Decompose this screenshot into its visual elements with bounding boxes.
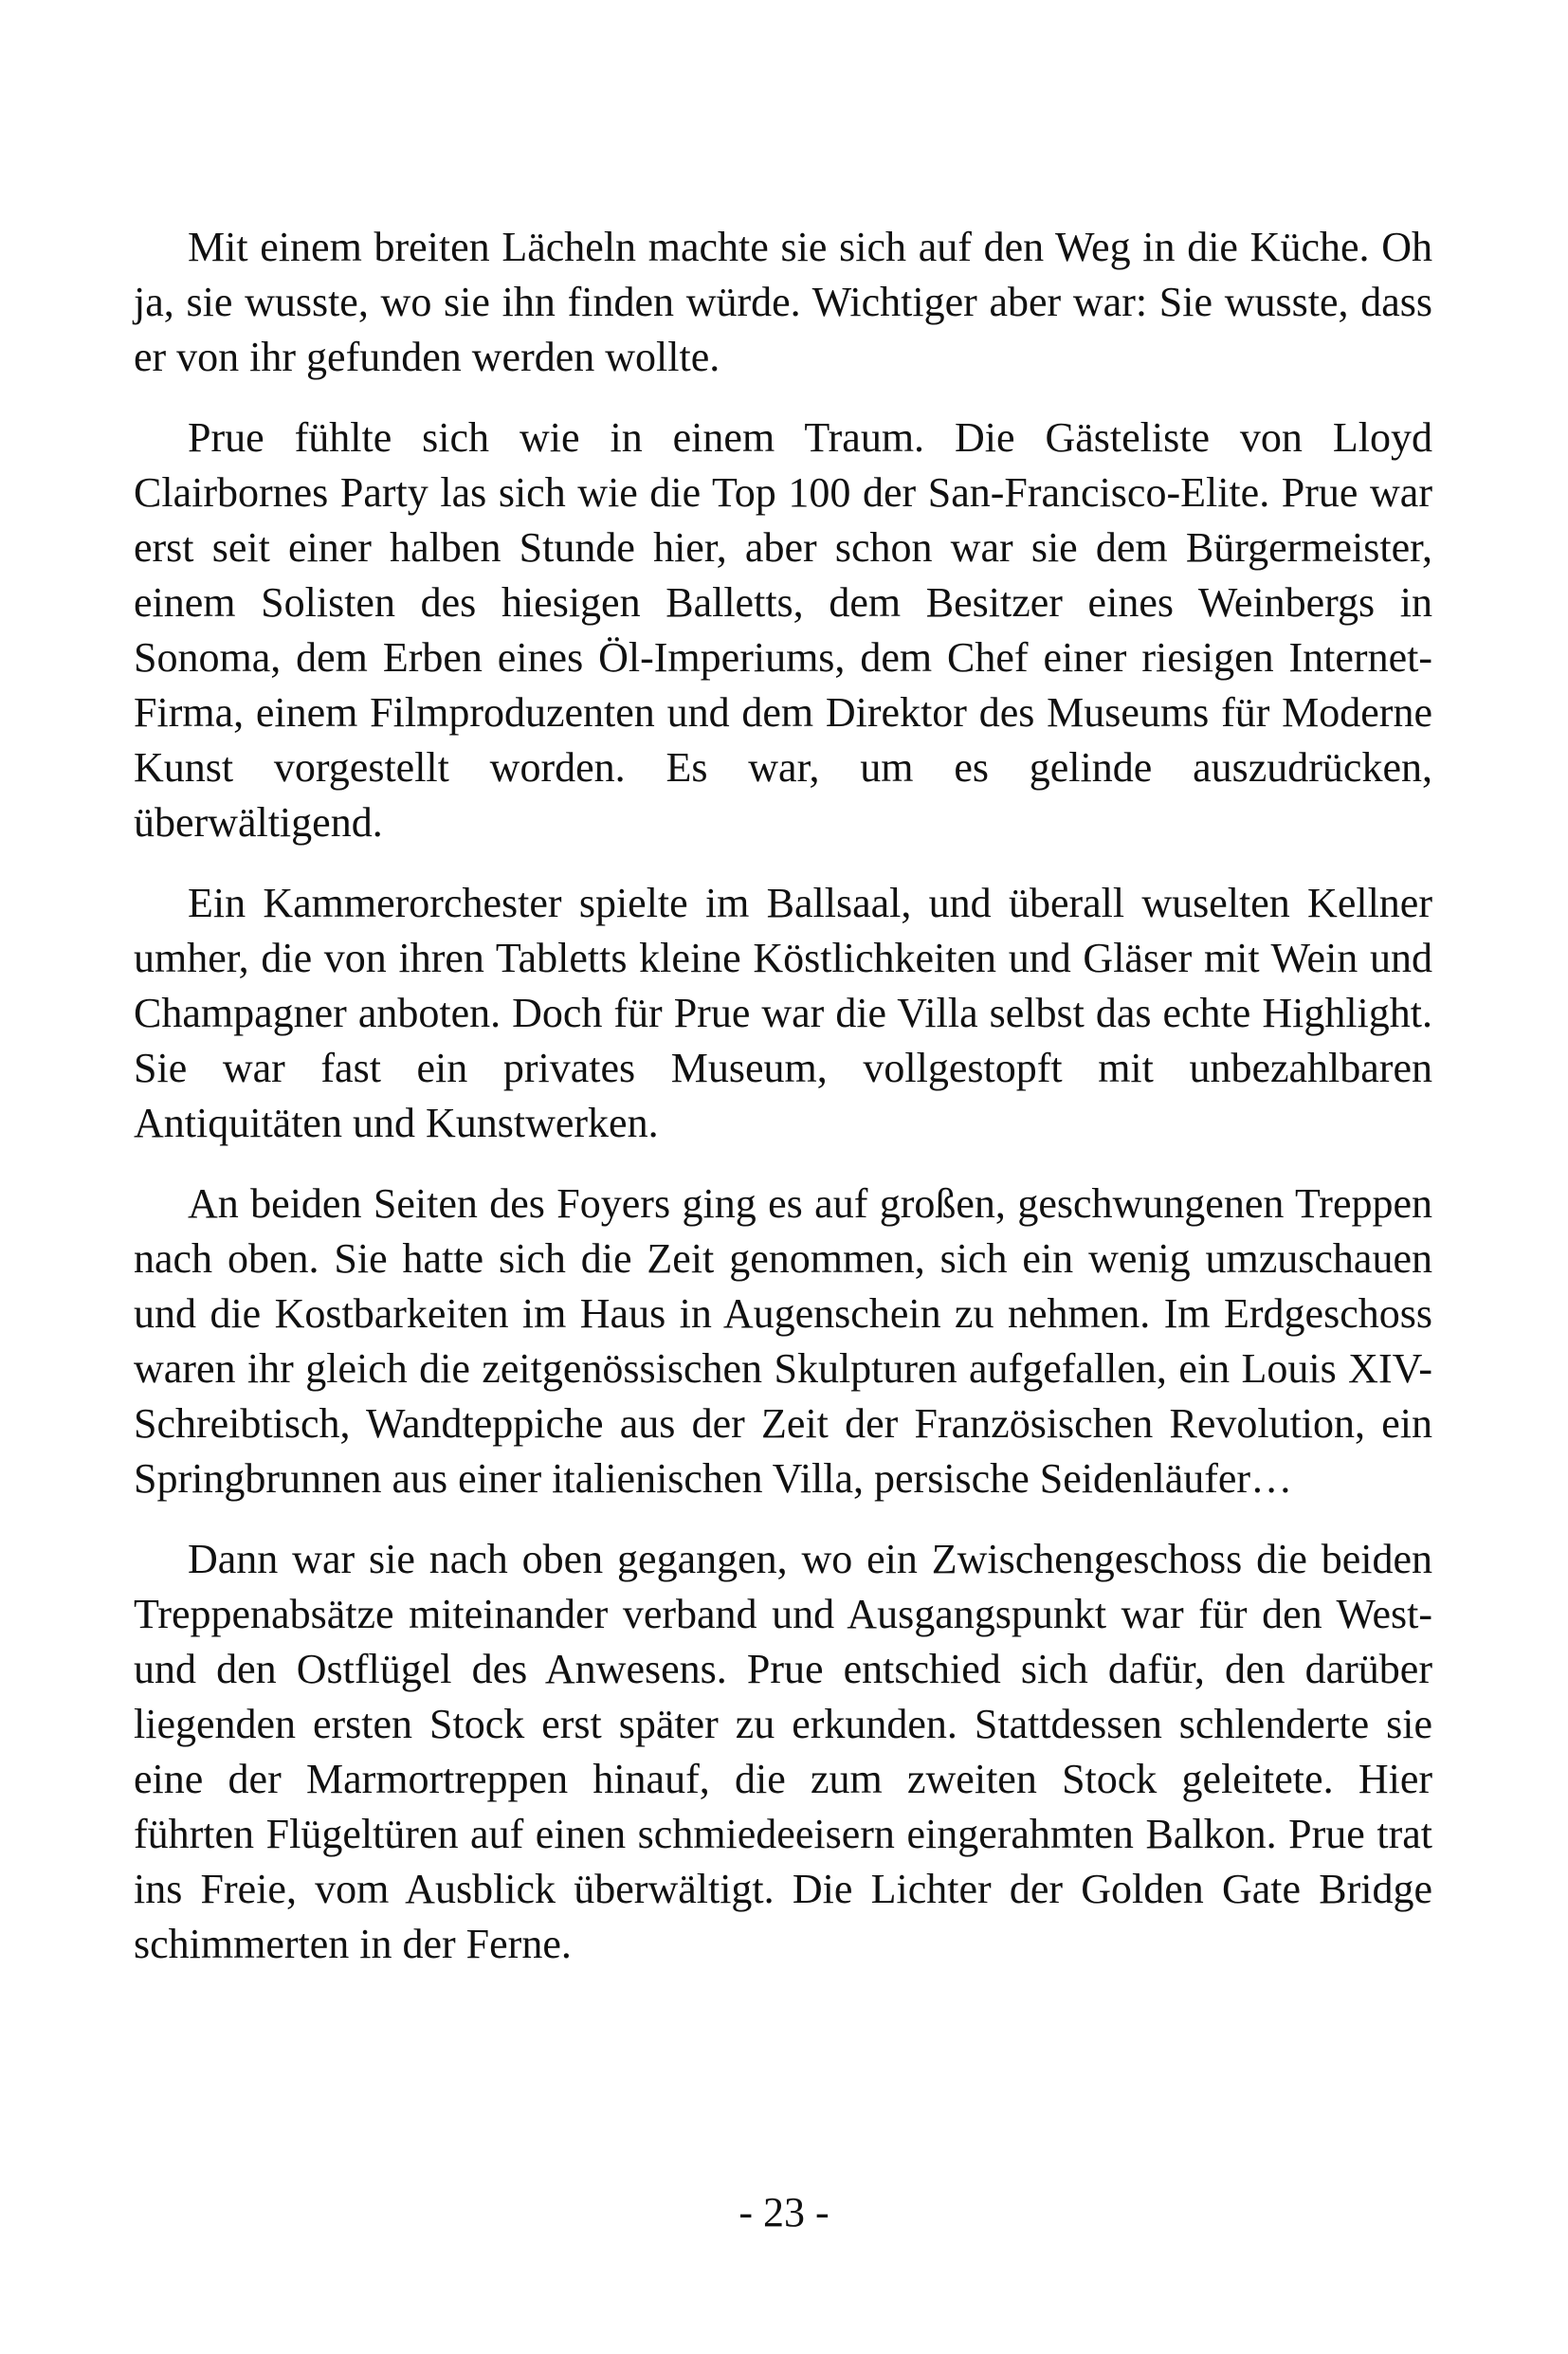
page-body (134, 220, 1432, 1998)
paragraph-4: An beiden Seiten des Foyers ging es auf großen, geschwungenen Treppen nach oben. Sie hatte sich die Zeit genommen, sich ein wenig umzuschauen und die Kostbarkeiten im Haus in Augenschein zu nehmen. Im Erdgeschoss waren ihr gleich die zeitgenössischen Skulpturen aufgefallen, ein Louis XIV-Schreibtisch, Wandteppiche aus der Zeit der Französischen Revolution, ein Springbrunnen aus einer italienischen Villa, persische Seidenläufer… (134, 1180, 1432, 1502)
paragraph-2: Prue fühlte sich wie in einem Traum. Die Gästeliste von Lloyd Clairbornes Party las sich wie die Top 100 der San-Francisco-Elite. Prue war erst seit einer halben Stunde hier, aber schon war sie dem Bürgermeister, einem Solisten des hiesigen Balletts, dem Besitzer eines Weinbergs in Sonoma, dem Erben eines Öl-Imperiums, dem Chef einer riesigen Internet-Firma, einem Filmproduzenten und dem Direktor des Museums für Moderne Kunst vorgestellt worden. Es war, um es gelinde auszudrücken, überwältigend. (134, 414, 1432, 846)
paragraph-3: Ein Kammerorchester spielte im Ballsaal, und überall wuselten Kellner umher, die von ihren Tabletts kleine Köstlichkeiten und Gläser mit Wein und Champagner anboten. Doch für Prue war die Villa selbst das echte Highlight. Sie war fast ein privates Museum, vollgestopft mit unbezahlbaren Antiquitäten und Kunstwerken. (134, 880, 1432, 1146)
paragraph-5: Dann war sie nach oben gegangen, wo ein Zwischengeschoss die beiden Treppenabsätze miteinander verband und Ausgangspunkt war für den West- und den Ostflügel des Anwesens. Prue entschied sich dafür, den darüber liegenden ersten Stock erst später zu erkunden. Stattdessen schlenderte sie eine der Marmortreppen hinauf, die zum zweiten Stock geleitete. Hier führten Flügeltüren auf einen schmiedeeisern eingerahmten Balkon. Prue trat ins Freie, vom Ausblick überwältigt. Die Lichter der Golden Gate Bridge schimmerten in der Ferne. (134, 1536, 1432, 1967)
paragraph-1: Mit einem breiten Lächeln machte sie sich auf den Weg in die Küche. Oh ja, sie wusste, wo sie ihn finden würde. Wichtiger aber war: Sie wusste, dass er von ihr gefunden werden wollte. (134, 224, 1432, 380)
page-number: - 23 - (738, 2189, 830, 2235)
